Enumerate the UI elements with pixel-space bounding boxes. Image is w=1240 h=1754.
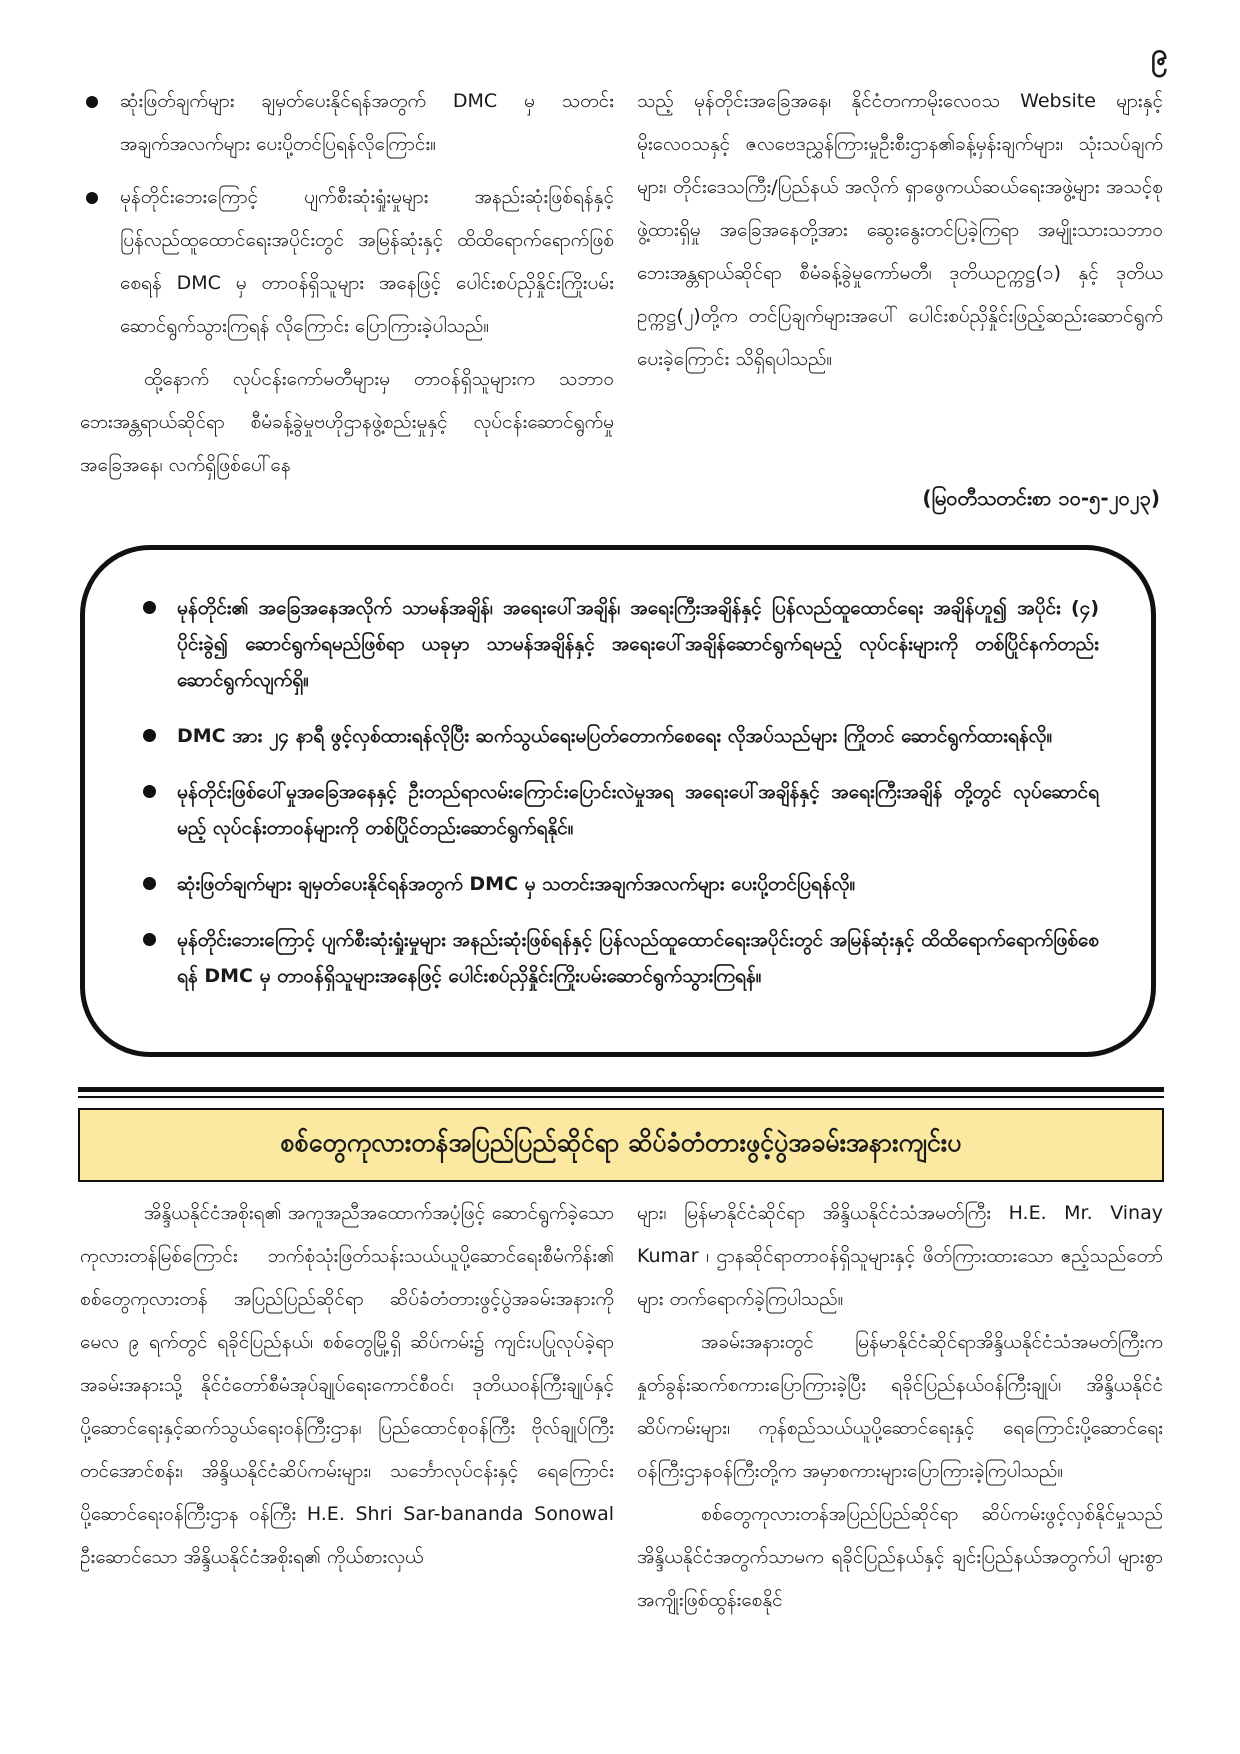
top-right-column: [637, 80, 1163, 381]
list-item: ဆုံးဖြတ်ချက်များ ချမှတ်ပေးနိုင်ရန်အတွက် DMC မှ သတင်းအချက်အလက်များ ပေးပို့တင်ပြရန်လို။: [143, 866, 1099, 902]
body-paragraph: အခမ်းအနားတွင် မြန်မာနိုင်ငံဆိုင်ရာအိန္ဒိယနိုင်ငံသံအမတ်ကြီးက နှုတ်ခွန်းဆက်စကားပြောကြားခဲ့ပြီး ရခိုင်ပြည်နယ်ဝန်ကြီးချုပ်၊ အိန္ဒိယနိုင်ငံဆိပ်ကမ်းများ၊ ကုန်စည်သယ်ယူပို့ဆောင်ရေးနှင့် ရေကြောင်းပို့ဆောင်ရေးဝန်ကြီးဌာနဝန်ကြီးတို့က အမှာစကားများပြောကြားခဲ့ကြပါသည်။: [637, 1331, 1163, 1482]
article-title: စစ်တွေကုလားတန်အပြည်ပြည်ဆိုင်ရာ ဆိပ်ခံတံတားဖွင့်ပွဲအခမ်းအနားကျင်းပ: [78, 1108, 1164, 1182]
divider: [78, 1096, 1164, 1098]
source-citation: (မြဝတီသတင်းစာ ၁၀-၅-၂၀၂၃): [922, 486, 1160, 510]
list-item: မုန်တိုင်းဘေးကြောင့် ပျက်စီးဆုံးရှုံးမှုများ အနည်းဆုံးဖြစ်ရန်နှင့် ပြန်လည်ထူထောင်ရေးအပိုင်းတွင် အမြန်ဆုံးနှင့် ထိထိရောက်ရောက်ဖြစ်စေရန် DMC မှ တာဝန်ရှိသူများ အနေဖြင့် ပေါင်းစပ်ညှိနှိုင်းကြိုးပမ်းဆောင်ရွက်သွားကြရန် လိုကြောင်း ပြောကြားခဲ့ပါသည်။: [80, 176, 614, 348]
top-left-column: [80, 80, 614, 487]
list-item: မုန်တိုင်းဖြစ်ပေါ်မှုအခြေအနေနှင့် ဦးတည်ရာလမ်းကြောင်းပြောင်းလဲမှုအရ အရေးပေါ်အချိန်နှင့် အရေးကြီးအချိန် တို့တွင် လုပ်ဆောင်ရမည့် လုပ်ငန်းတာဝန်များကို တစ်ပြိုင်တည်းဆောင်ရွက်ရနိုင်။: [143, 774, 1099, 846]
body-paragraph: သည့် မုန်တိုင်းအခြေအနေ၊ နိုင်ငံတကာမိုးလေဝသ Website များနှင့် မိုးလေဝသနှင့် ဇလဗေဒညွှန်ကြားမှုဦးစီးဌာန၏ခန့်မှန်းချက်များ၊ သုံးသပ်ချက်များ၊ တိုင်းဒေသကြီး/ပြည်နယ် အလိုက် ရှာဖွေကယ်ဆယ်ရေးအဖွဲ့များ အသင့်စုဖွဲ့ထားရှိမှု အခြေအနေတို့အား ဆွေးနွေးတင်ပြခဲ့ကြရာ အမျိုးသားသဘာဝဘေးအန္တရာယ်ဆိုင်ရာ စီမံခန့်ခွဲမှုကော်မတီ၊ ဒုတိယဥက္ကဋ္ဌ(၁) နှင့် ဒုတိယဥက္ကဋ္ဌ(၂)တို့က တင်ပြချက်များအပေါ် ပေါင်းစပ်ညှိနှိုင်းဖြည့်ဆည်းဆောင်ရွက်ပေးခဲ့ကြောင်း သိရှိရပါသည်။: [637, 90, 1163, 370]
summary-list: [85, 550, 1151, 994]
list-item: မုန်တိုင်းဘေးကြောင့် ပျက်စီးဆုံးရှုံးမှုများ အနည်းဆုံးဖြစ်ရန်နှင့် ပြန်လည်ထူထောင်ရေးအပိုင်းတွင် အမြန်ဆုံးနှင့် ထိထိရောက်ရောက်ဖြစ်စေရန် DMC မှ တာဝန်ရှိသူများအနေဖြင့် ပေါင်းစပ်ညှိနှိုင်းကြိုးပမ်းဆောင်ရွက်သွားကြရန်။: [143, 922, 1099, 994]
list-item: ဆုံးဖြတ်ချက်များ ချမှတ်ပေးနိုင်ရန်အတွက် DMC မှ သတင်းအချက်အလက်များ ပေးပို့တင်ပြရန်လိုကြောင်း။: [80, 80, 614, 166]
body-paragraph: ထို့နောက် လုပ်ငန်းကော်မတီများမှ တာဝန်ရှိသူများက သဘာဝဘေးအန္တရာယ်ဆိုင်ရာ စီမံခန့်ခွဲမှုဗဟိုဌာနဖွဲ့စည်းမှုနှင့် လုပ်ငန်းဆောင်ရွက်မှုအခြေအနေ၊ လက်ရှိဖြစ်ပေါ်နေ: [80, 368, 614, 476]
body-paragraph: အိန္ဒိယနိုင်ငံအစိုးရ၏ အကူအညီအထောက်အပံ့ဖြင့် ဆောင်ရွက်ခဲ့သော ကုလားတန်မြစ်ကြောင်း ဘက်စုံသုံးဖြတ်သန်းသယ်ယူပို့ဆောင်ရေးစီမံကိန်း၏ စစ်တွေကုလားတန် အပြည်ပြည်ဆိုင်ရာ ဆိပ်ခံတံတားဖွင့်ပွဲအခမ်းအနားကို မေလ ၉ ရက်တွင် ရခိုင်ပြည်နယ်၊ စစ်တွေမြို့ရှိ ဆိပ်ကမ်း၌ ကျင်းပပြုလုပ်ခဲ့ရာ အခမ်းအနားသို့ နိုင်ငံတော်စီမံအုပ်ချုပ်ရေးကောင်စီဝင်၊ ဒုတိယဝန်ကြီးချုပ်နှင့် ပို့ဆောင်ရေးနှင့်ဆက်သွယ်ရေးဝန်ကြီးဌာန၊ ပြည်ထောင်စုဝန်ကြီး ဗိုလ်ချုပ်ကြီးတင်အောင်စန်း၊ အိန္ဒိယနိုင်ငံဆိပ်ကမ်းများ၊ သင်္ဘောလုပ်ငန်းနှင့် ရေကြောင်းပို့ဆောင်ရေးဝန်ကြီးဌာန ဝန်ကြီး H.E. Shri Sar-bananda Sonowal ဦးဆောင်သော အိန္ဒိယနိုင်ငံအစိုးရ၏ ကိုယ်စားလှယ်: [80, 1202, 614, 1568]
body-paragraph: များ၊ မြန်မာနိုင်ငံဆိုင်ရာ အိန္ဒိယနိုင်ငံသံအမတ်ကြီး H.E. Mr. Vinay Kumar ၊ ဌာနဆိုင်ရာတာဝန်ရှိသူများနှင့် ဖိတ်ကြားထားသော ဧည့်သည်တော်များ တက်ရောက်ခဲ့ကြပါသည်။: [637, 1202, 1163, 1310]
bottom-right-column: [637, 1192, 1163, 1622]
page-number: ၉: [1151, 37, 1168, 72]
body-paragraph: စစ်တွေကုလားတန်အပြည်ပြည်ဆိုင်ရာ ဆိပ်ကမ်းဖွင့်လှစ်နိုင်မှုသည် အိန္ဒိယနိုင်ငံအတွက်သာမက ရခိုင်ပြည်နယ်နှင့် ချင်းပြည်နယ်အတွက်ပါ များစွာအကျိုးဖြစ်ထွန်းစေနိုင်: [637, 1503, 1163, 1611]
top-bullet-list: [80, 80, 614, 348]
list-item: မုန်တိုင်း၏ အခြေအနေအလိုက် သာမန်အချိန်၊ အရေးပေါ်အချိန်၊ အရေးကြီးအချိန်နှင့် ပြန်လည်ထူထောင်ရေး အချိန်ဟူ၍ အပိုင်း (၄) ပိုင်းခွဲ၍ ဆောင်ရွက်ရမည်ဖြစ်ရာ ယခုမှာ သာမန်အချိန်နှင့် အရေးပေါ်အချိန်ဆောင်ရွက်ရမည့် လုပ်ငန်းများကို တစ်ပြိုင်နက်တည်း ဆောင်ရွက်လျက်ရှိ။: [143, 590, 1099, 698]
list-item: DMC အား ၂၄ နာရီ ဖွင့်လှစ်ထားရန်လိုပြီး ဆက်သွယ်ရေးမပြတ်တောက်စေရေး လိုအပ်သည်များ ကြိုတင် ဆောင်ရွက်ထားရန်လို။: [143, 718, 1099, 754]
summary-box: [80, 545, 1156, 1057]
bottom-left-column: [80, 1192, 614, 1579]
divider: [78, 1087, 1164, 1092]
